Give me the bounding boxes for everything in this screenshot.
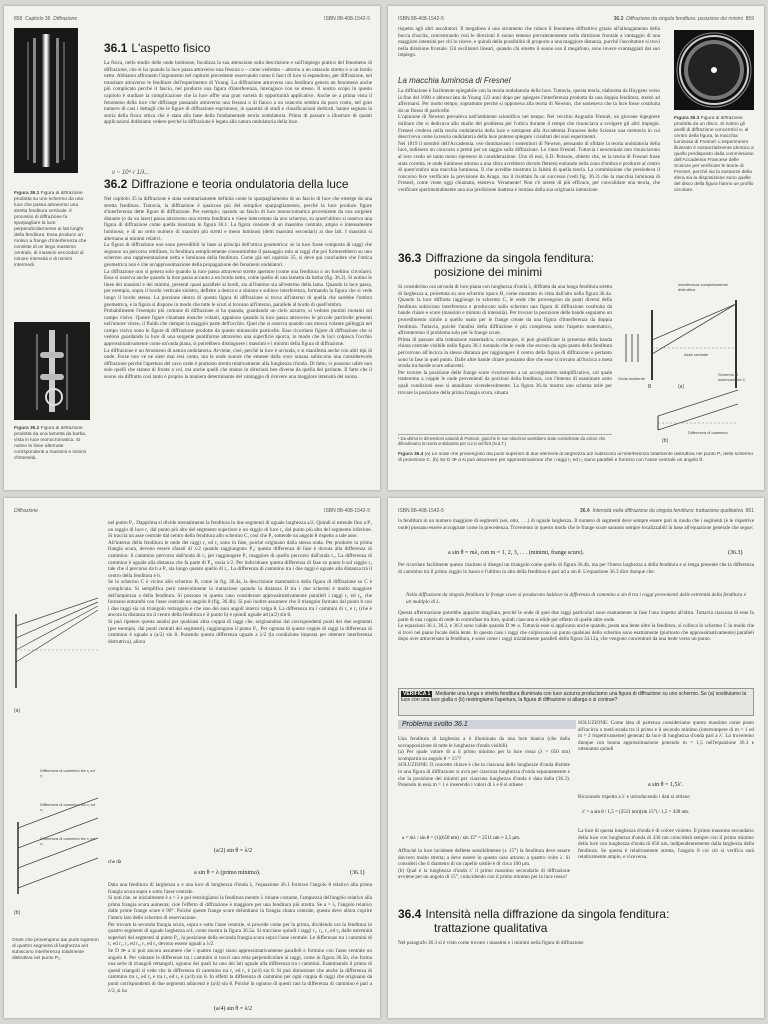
label-b: (b) [14, 910, 21, 916]
paragraph: La fisica, nello studio delle onde luminose, focalizza la sua attenzione sulla descrizione e sull'impiego pratico del fenomeno di diffrazione, che si ha quando la luce passa attraverso una fessura o – come vedremo – attorno a un ostacolo stretto o a un bordo netto. Abbiamo affrontato l'argomento nel capitolo precedente osservando come il fasci di luce si espandono, per diffrazione, nel transitare attraverso le fenditure dell'esperimento di Young. La diffrazione attraverso una fenditura genera un fenomeno anche più complicato perché il fascio, nel produrre una figura d'interferenza, interagisce con se stesso. Il nostro scopo in questo capitolo è studiare la complicazione che la luce offre una gran varietà di opportunità applicative. Anche se a prima vista il fenomeno della luce che diffrange passando attraverso una fessura o di fianco a un ostacolo sembra da poco conto, nel gran numero di casi i dettagli che le figure di diffrazione esprimono, in quantità di studi e classificazioni dedicati, hanno segnato la storia della fisica ottica che è stata alla base della fondamentale teoria ondulatoria. Prima di passare a illustrare di quanti applicazioni dobbiamo vedere perché la diffrazione è legata alla natura ondulatoria della luce. [104, 60, 372, 126]
equation-quarter-slit: (a/4) sin θ = λ/2 [214, 1006, 253, 1012]
label-path-diff-3: Differenza di cammino tra r₃ ed r₄ [40, 836, 96, 846]
paragraph: Nel paragrafo 36.3 si è visto come trovare i massimi e i minimi nella figura di diffrazione [398, 940, 584, 946]
running-title: Diffrazione da singola fenditura: posizione dei minimi [626, 16, 743, 22]
page-858 [4, 6, 380, 490]
chapter-title: Diffrazione [14, 508, 38, 514]
page-header [14, 14, 370, 24]
solution-text: SOLUZIONE: Come idea di partenza consideriamo questo massimo come posto all'incirca a metà strada tra il primo e il secondo minimo (interrompere di m = 1 ed m = 2 rispettivamente) generati da luce di lunghezza d'onda pari a λ'. Lo troveremo dunque con buona approssimazione ponendo m = 1,5 nell'equazione 36.3 e otteniamo quindi [578, 720, 754, 753]
page-header [14, 506, 370, 516]
key-statement: Nella diffrazione da singola fenditura le frange scure si producono laddove la differenza di cammino a sin θ tra i raggi provenienti dalle estremità della fenditura è un multiplo di λ. [406, 592, 746, 605]
paragraph: Si considerino ora un'onda di luce piana con lunghezza d'onda λ, diffratta da una lunga fenditura stretta di larghezza a, proiettata su uno schermo opaco B, come mostrato in vista dall'alto nella figura 36.4a. Quando la luce diffratta raggiunge lo schermo C, le onde che provengono da punti diversi della fenditura subiscono interferenza e producono sullo schermo una figura di diffrazione costituita da bande chiare e scure (massimi e minimi di intensità). Per trovare la posizione delle bande seguiamo un procedimento simile a quello usato per le frange create da una figura d'interferenza da doppia fenditura. Tuttavia, poiché l'analisi della diffrazione è più complessa sotto l'aspetto matematico, affronteremo il problema solo per le frange scure. Prima di passare alla trattazione matematica, comunque, si può giustificare la presenza della banda chiara centrale visibile nella figura 36.1 notando che le onde che escono da ogni punto della fenditura percorrono all'incirca la stessa distanza per raggiungere il centro della figura di diffrazione e pertanto sono in fase in quel punto. Dalle altre bande chiare possiamo dire che esse si trovano all'incirca a metà strada tra bande scure adiacenti. Per trovare la posizione delle frange scure ricorreremo a un accorgimento semplificativo, col quale tratteremo a coppie le onde provenienti da porzioni della fenditura, con l'intento di esaminare sotto quali condizioni esse si annullano vicendevolmente. La figura 36.4a mostra uno schema utile per trovare la posizione della prima frangia scura, situata [398, 284, 612, 396]
paragraph: rispetto agli altri ascoltatori. Il megafono è uno strumento che riduce il fenomeno diffrattivo grazie all'allungamento della bocca d'uscita, concentrando così le direzioni il suono emesso prevalentemente nella direzione frontale a vantaggio di una maggiore intensità per chi lo riceve, e quindi della possibilità di proporre a una maggiore distanza, purché l'ascoltatore si trovi nella direzione frontale. Gli oscillatori lineari, quando chi emette il suono usa il megafono, sono invece svantaggiati dal suo impiego. [398, 26, 660, 59]
equation-secondary-max: a sin θ = 1,5λ'. [648, 782, 683, 788]
checkpoint-tag: VERIFICA 1 [403, 691, 431, 697]
equation-half-slit: (a/2) sin θ = λ/2 [214, 848, 253, 854]
checkpoint-text: Mediante una lunga e stretta fenditura illuminata con luce azzurra produciamo una figura di diffrazione su uno schermo. Se (a) sostituiamo la luce con una luce gialla o (b) restringiamo l'apertura, la figura di diffrazione si allarga o si contrae? [401, 691, 747, 703]
section-subtitle-36-4: trattazione qualitativa [434, 921, 548, 935]
solution-text: La luce di questa lunghezza d'onda è di colore violetto. Il primo massimo secondario della luce con lunghezza d'onda di 430 nm coinciderà sempre con il primo minimo della luce con lunghezza d'onda di 650 nm, indipendentemente dalla larghezza della fenditura. Se questa è relativamente stretta, l'angolo θ cui ciò si verifica sarà relativamente ampio, e viceversa. [578, 828, 754, 861]
problem-statement: Una fenditura di larghezza a è illuminata da una luce bianca (che dalla sovrapposizione di tutte le lunghezze d'onda visibili). (a) Per quale valore di a il primo minimo per la luce rossa (λ = 650 nm) scomparirà su angolo θ = 15°? SOLUZIONE: Il concetto chiave è che in ciascuna delle lunghezze d'onda distinte in una figura di diffrazione si avrà per ciascuna lunghezza d'onda separatamente e che la posizione dei minimi per ciascuna lunghezza d'onda è data dalla (36.3). Ponendo in essa m = 1 e inserendo i valori di λ e θ si ottiene [398, 736, 570, 789]
section-number: 36.3 [613, 16, 624, 22]
section-subtitle-36-3: posizione dei minimi [434, 265, 543, 279]
footnote: ¹ Da ultimo le dimensioni naturali di Poisson, giacché le sue obiezioni sarebbero state considerate da coloro che difendevano la teoria ondulatoria per cui si verificò (N.d.T.) [398, 434, 612, 450]
section-title-36-4: 36.4 Intensità nella diffrazione da singola fenditura: [398, 907, 670, 921]
page-header [398, 14, 754, 24]
page-859 [388, 6, 764, 490]
figure-36-2-image [14, 322, 90, 420]
label-path-diff-1: Differenza di cammino tra r₁ ed r₂ [40, 768, 95, 778]
checkpoint-box [398, 688, 754, 716]
page-860 [4, 498, 380, 1018]
text-che-da: che dà [108, 860, 121, 865]
equation-36-1: a sin θ = λ (primo minimo). [194, 870, 261, 876]
isbn: ISBN 88-408-1542-5 [398, 508, 444, 514]
label-screen: Schermo di osservazione C [718, 372, 746, 382]
running-title: Intensità nella diffrazione da singola fenditura: trattazione qualitativa [592, 508, 743, 514]
isbn: ISBN 88-408-1542-5 [398, 16, 444, 22]
equation-36-3: a sin θ = mλ, con m = 1, 2, 3, . . . (minimi, frange scure). [448, 550, 585, 556]
figure-36-1-caption: Figura 36.1 Figura di diffrazione prodotta su uno schermo da una luce che passa attraverso una stretta fenditura verticale. Il processo di diffrazione fa sparpagliare la luce perpendicolarmente ai lati lunghi della fenditura. Essa produce un motivo a frange d'interferenza che consiste di un largo massimo centrale, di massimi secondari di minore intensità e di minimi intermedi. [14, 191, 87, 268]
isbn: ISBN 88-408-1542-5 [324, 508, 370, 514]
equation-slit-width: a = mλ / sin θ = (1)(650 nm) / sin 15° = 2511 nm ≈ 2,5 μm. [402, 836, 521, 841]
solution-text: Ricavando rispetto a λ' e introducendo i dati si ottiene [578, 794, 690, 800]
paragraph: Questa affermazione potrebbe apparire sbagliata, perché le onde di quei due raggi particolari sono esattamente in fase l'una rispetto all'altra. Tuttavia ciascuna di esse fa parte di una coppia di onde in controfase tra loro, quindi ciascuna si elide per effetto di quelle altre onde. Le equazioni 36.1, 36.2, e 36.3 sono valide quando D ≫ a. Tuttavia esse si applicano anche quando, posta una lente oltre la fenditura, si colloca lo schermo C in modo che si trovi nel piano focale della lente. In questo caso i raggi che colpiscono un punto qualsiasi dello schermo sono esattamente (piuttosto che approssimativamente) paralleli dopo aver attraversato la fenditura, e sono come i raggi inizialmente paralleli della figura 34.12a, che vengono concentrati da una lente verso un punto. [398, 610, 754, 643]
figure-36-2-caption: Figura 36.2 Figura di diffrazione prodotta da una lametta da barba, vista in luce monocromatica. Si notino le linee alternate corrispondenti a massimi e minimi d'intensità. [14, 426, 87, 461]
isbn: ISBN 88-408-1542-5 [324, 16, 370, 22]
figure-36-5-caption: Onde che provengono dai punti superiori di quattro segmenti di larghezza a/4 subiscono interferenza totalmente distruttiva nel punto P₂. [12, 938, 99, 961]
chapter-title: Diffrazione [53, 16, 78, 22]
label-a: (a) [14, 708, 21, 714]
figure-36-3-image [674, 30, 754, 110]
figure-36-1-image [14, 28, 78, 173]
figure-36-4-caption: Figura 36.4 (a) Le onde che provengono dai punti superiori di due elementi di larghezza a/2 subiscono un'interferenza totalmente distruttiva nel punto P₁ dello schermo di proiezione C. (b) Se D ≫ a si può assumere per approssimazione che i raggi r₁ ed r₂ siano paralleli e formino con l'asse centrale un angolo θ. [398, 452, 754, 463]
label-a: (a) [678, 384, 685, 390]
label-b: B [648, 384, 652, 390]
subsection-title: La macchia luminosa di Fresnel [398, 76, 511, 85]
label-path-difference: Differenza di cammino [688, 430, 728, 435]
page-number: 861 [745, 508, 754, 514]
page-number: 858 [14, 16, 23, 22]
paragraph: nel punto P₁. Dapprima si divide mentalmente la fenditura in due segmenti di uguale larghezza a/2. Quindi si estende fino a P₁ un raggio di luce r₁ dal punto più alto del segmento superiore e un raggio di luce r₂ dal punto più alto del segmento inferiore. Si traccia un asse centrale dal centro della fenditura allo schermo C, così che P₁ sottende un angolo θ rispetto a tale asse. All'interno della fenditura le onde dei raggi r₁ ed r₂ sono in fase, poiché originano dalla stessa onda. Per produrre la prima frangia scura, devono essere sfasati di λ/2 quando raggiungono P₁; questa differenza di fase è dovuta alla differenza di cammino: il cammino percorso dall'onda di r₂ per raggiungere P₁ maggiore di quello percorso dall'onda r₁. La differenza di cammino è uguale alla distanza che fa parte di P₁, ossia λ/2. Per individuare questa differenza di fase su punto b sul raggio r₂ tale che il percorso da b a P₁ sia lungo quanto quello di r₁. La differenza di cammino tra i due raggi è uguale alla distanza tra il centro della fenditura e b. Se lo schermo C è vicino allo schermo B, come in fig. 36.4a, la descrizione matematica della figura di diffrazione su C è complicata. Si semplifica però notevolmente la trattazione quando la distanza D tra i due schermi è molto maggiore dell'ampiezza a della fenditura. Si possono in questo caso considerare approssimativamente paralleli i raggi r₁ ed r₂, che formano entrambi con l'asse centrale un angolo θ (fig. 36.4b). Si può inoltre assumere che il triangolo formato dal punto b con i due raggi sia un triangolo rettangolo e che uno dei suoi angoli interni valga θ. La differenza tra i cammini di r₁ e r₂ (che è ancora la distanza tra il centro della fenditura e il punto b) è quindi uguale ad (a/2) sin θ. Si può ripetere questa analisi per qualsiasi altra coppia di raggi che, originandosi dai corrispondenti punti dei due segmenti (per esempio, dai punti centrali dei segmenti), raggiungono il punto P₁. Per ognuna di queste coppie di raggi la differenza di cammino è uguale a (a/2) sin θ. Ponendo questa differenza uguale a λ/2 (la condizione imposta per ottenere interferenza distruttiva), allora [108, 520, 372, 645]
handwritten-annotation: ν ~ 10⁴·r 1/λ... [112, 170, 150, 176]
label-path-diff-2: Differenza di cammino tra r₂ ed r₃ [40, 802, 96, 812]
equation-number-36-1: (36.1) [350, 870, 365, 876]
section-title-36-3: 36.3 Diffrazione da singola fenditura: [398, 251, 594, 265]
label-b-panel: (b) [662, 438, 669, 444]
page-861 [388, 498, 764, 1018]
equation-lambda-prime: λ' = a sin θ / 1,5 = (2511 nm)(sin 15°) / 1,5 = 430 nm. [582, 810, 690, 815]
figure-36-3-caption: Figura 36.3 Figura di diffrazione prodotta da un disco. Si notino gli anelli di diffrazione concentrici e, al centro della figura, la macchia luminosa di Fresnel. L'esperimento illustrato è sostanzialmente identico a quello predisposto dalla commissione dell'Accademia Francese delle Scienze per verificare le teorie di Fresnel, perché sia la sostanze della sfera sia la disposizione sono quelle del disco della figura hanno un profilo circolare. [674, 116, 754, 193]
page-header [398, 506, 754, 516]
label-interference: Interferenza completamente distruttiva [678, 282, 728, 292]
paragraph: Per ricordare facilmente questo risultato si disegni un triangolo come quello di figura 36.4b, ma per l'intera larghezza a della fenditura e si tenga presente che la differenza di cammino tra il primo raggio in basso e l'ultimo in alto della fenditura è pari ad a sin θ. L'equazione 36.3 dice dunque che: [398, 562, 754, 575]
chapter-label: Capitolo 36 [25, 16, 51, 22]
fresnel-spot-diagram [674, 30, 754, 110]
section-title-36-1: 36.1 L'aspetto fisico [104, 41, 211, 55]
paragraph: Data una fenditura di larghezza a e una luce di lunghezza d'onda λ, l'equazione 36.1 fornisce l'angolo θ relativo alla prima frangia scura sopra e sotto l'asse centrale. Si noti che, se inizialmente è a > λ e poi restringiamo la fenditura mentre λ rimane costante, l'ampiezza dell'angolo relativo alla prima frangia scura aumenta; cioè l'effetto di diffrazione è maggiore per una fenditura più stretta. Se a = λ, l'angolo relativo dalle prime frange scure è 90°. Poiché queste frange scure delimitano la frangia chiara centrale, questa deve allora coprire l'intero lato dello schermo di osservazione. Per trovare la seconda frangia scura, sopra e sotto l'asse centrale, si procede come per la prima, dividendo ora la fenditura in quattro segmenti di uguale larghezza a/4, come mostra la figura 36.5a. Si tracciano quindi i raggi r₁, r₂, r₃ ed r₄ dalle estremità superiori dei segmenti al punto P₂, la posizione della seconda frangia scura sopra l'asse centrale. Le differenze tra i cammini di r₁ ed r₂, r₂ ed r₃, r₃ ed r₄ devono essere uguali a λ/2. Se D ≫ a si può ancora assumere che i quattro raggi siano approssimativamente paralleli e formino con l'asse centrale un angolo θ. Per valutare le differenze tra i cammini si tracci una retta perpendicolare ai raggi, come in figura 36.5b, che forma una serie di triangoli rettangoli, ognuno dei quali ha uno dei lati uguale alla differenza tra i cammini. Esaminando il primo di questi triangoli si vede che la differenza di cammino tra r₁ ed r₂ è (a/4) sin θ. Si può dimostrare che anche la differenza di cammino tra r₂ ed r₃ e tra r₃ ed r₄ è (a/4) sin θ. In effetti la differenza di cammino per ogni coppia di raggi che originano da punti corrispondenti di due segmenti adiacenti è (a/4) sin θ. Poiché in ognuno di questi casi la differenza di cammino è pari a λ/2, si ha [108, 882, 372, 994]
figure-36-4-diagram [618, 280, 758, 448]
label-incident-wave: Onda incidente [618, 376, 645, 381]
problem-title: Problema svolto 36.1 [398, 720, 576, 729]
paragraph: La diffrazione è facilmente spiegabile con la teoria ondulatoria della luce. Tuttavia, questa teoria, elaborata da Huygens verso la fine del 1600 e abbracciata da Young 123 anni dopo per spiegare l'interferenza prodotta da una doppia fenditura, stentò ad affermarsi. Per molto tempo, soprattutto perché si opponeva alla teoria di Newton, che sosteneva che la luce fosse costituita da un flusso di particelle. L'opinione di Newton prevaleva nell'ambiente scientifico nel tempo. Nel vecchio Augustin Fresnel, un giovane ingegnere militare che si dedicava allo studio del problema per l'ottica durante il tempo che rinunciava a svolgere gli altri impegni. Fresnel credeva nella teoria ondulatoria della luce e sottopose alla Accademia Francese delle Scienze una memoria in cui descriveva come la teoria ondulatoria della luce potesse spiegare i risultati dei suoi esperimenti. Nel 1819 il membri dell'Accademia, ove dominavano i sostenitori di Newton, pensando di sfidare la teoria ondulatoria della luce, indissero un concorso a premi per un saggio sulla diffrazione. Lo vinse Fresnel. Tuttavia i newtoniani non rinunciarono al loro credo né tanto meno ripresero in considerazione. Uno di essi, S.D. Poisson, obiettò che, se la teoria di Fresnel fosse stata corretta, le onde luminose attorno a una sfera avrebbero dovuto flettersi entrando nella zona d'ombra e produrre al centro di quest'ombra una macchia luminosa. Il che avrebbe mostrato la falsità di quella teoria. La commissione che presiedeva il concorso fece verificare la previsione da Arago, ma il risultato fu un successo (vedi fig. 36.3) che la macchia luminosa di Fresnel, come viene oggi chiamata, esisteva. Veramente! Non c'è niente di più efficace, per convalidare una teoria, che verificare sperimentalmente una sua predizione inattesa e lontana dalla sua originaria intenzione. [398, 88, 660, 193]
problem-statement: Affinché la luce incidente deflette sensibilmente (± 15°) la fenditura deve essere davvero molto stretta; a deve essere in questo caso attorno a quattro volte λ. Si consideri che il diametro di un capello sottile è di circa 100 μm. (b) Qual è la lunghezza d'onda λ' il primo massimo secondario di diffrazione avviene per un angolo di 15°, coincidendo con il primo minimo per la luce rossa? [398, 848, 570, 881]
equation-number-36-3: (36.3) [728, 550, 743, 556]
slit-diagram-svg [618, 280, 758, 448]
paragraph: la fenditura in un numero maggiore di segmenti (sei, otto, . . .) di uguale larghezza. Il numero di segmenti deve sempre essere pari in modo che i segmenti (e le rispettive onde) possano essere accoppiate come in precedenza. Troveremo in questo modo che le frange scure saranno sempre localizzabili in base all'equazione generale che segue: [398, 518, 754, 531]
paragraph: Nel capitolo 35 la diffrazione è stata sommariamente definita come lo sparpagliamento di un fascio di luce che emerge da una stretta fenditura. Tuttavia, la diffrazione è qualcosa più del semplice sparpagliamento, perché la luce produce figure d'interferenza dette figure di diffrazione. Per esempio, quando un fascio di luce monocromatica proveniente da una sorgente distante (o da un laser) passa attraverso una stretta fenditura e viene intercettato da uno schermo, su quest'ultimo si osserva una figura di diffrazione come quella mostrata in figura 36.1. La figura consiste di un massimo centrale, ampio e intensamente luminoso, e di un certo numero di massimi più stretti e meno luminosi (detti massimi secondari) ai due lati. I massimi si alternano ai minimi relativi. La figura di diffrazione non sono prevedibili in base ai principi dell'ottica geometrica: se la luce fosse composta di raggi che seguono un percorso rettilineo, la fenditura semplicemente consentirebbe il passaggio solo ai raggi che poi formerebbero su uno schermo una rappresentazione netta e luminosa della fenditura. Come già nel capitolo 35, si deve qui concludere che l'ottica geometrica non è che un'approssimazione della propagazione dei fenomeni ondulatori. La diffrazione non si genera solo quando la luce passa attraverso strette aperture (come una fenditura o un forellino circolare). Essa si osserva anche quando la luce passa accanto a un bordo netto, come quello di una lametta da barba (fig. 36.2). Si notino le linee dei massimi e dei minimi, presenti quasi parallele ai bordi, sia all'interno sia all'esterno della lama. Quando la luce passa, per esempio, sopra il bordo verticale sinistro, deflette a destra e a sinistra e subisce interferenza, formando la figura che si vede lungo il bordo stesso. La porzione destra di questa figura di diffrazione si trova all'interno di quella che sarebbe l'ombra geometrica, e la figura si dispone in modo che tutte le scuri si trovano all'interno, parallele al bordo di quell'ombra. Probabilmente l'esempio più comune di diffrazione si ha quando, guardando un cielo azzurro, si vedono puntini ruotanti sul campo visivo. Queste figure chiamate mosche volanti, appaiono quando la luce passa attraverso le piccole particelle presenti nell'umore vitreo, il fluido che riempie la maggior parte dell'occhio. Quel che si osserva quando una mosca volante galleggia nel campo visivo sono le figure di diffrazione prodotte da queste minuscole particelle. Esse ricordano figure di diffrazione che si vedono guardando la luce di una sorgente puntiforme attraverso una superficie sporca, in modo che le luci colpisca l'occhio approssimativamente come un'onda piana, si potrebbero distinguere i massimi e i minimi della figura di diffrazione. La diffrazione è un fenomeno di natura ondulatoria. Avviene, cioè, perché la luce è un'onda, e si manifesta anche con altri tipi di onde. Forse non ve ne siete mai resi conto, ma le onde sonore che emesse dalla voce umana subiscono una considerevole diffrazione perché l'apertura del cavo orale è piuttosto stretta relativamente alla lunghezza d'onda. Di fatto, vi possono udire non solo quelli che stanno di fronte a voi, ma anche quelli che stanno in direzioni ben diverse da quella del parlante. Il fatto che il suono sia diffratto così tanto è proprio la maniera determinante del vantaggio di ricevere una maggiore intensità del suono. [104, 196, 372, 381]
label-central-axis: Asse centrale [684, 352, 709, 357]
page-number: 859 [745, 16, 754, 22]
figure-36-5-diagram [10, 578, 102, 1008]
section-number: 36.4 [579, 508, 590, 514]
section-title-36-2: 36.2 Diffrazione e teoria ondulatoria della luce [104, 177, 349, 191]
